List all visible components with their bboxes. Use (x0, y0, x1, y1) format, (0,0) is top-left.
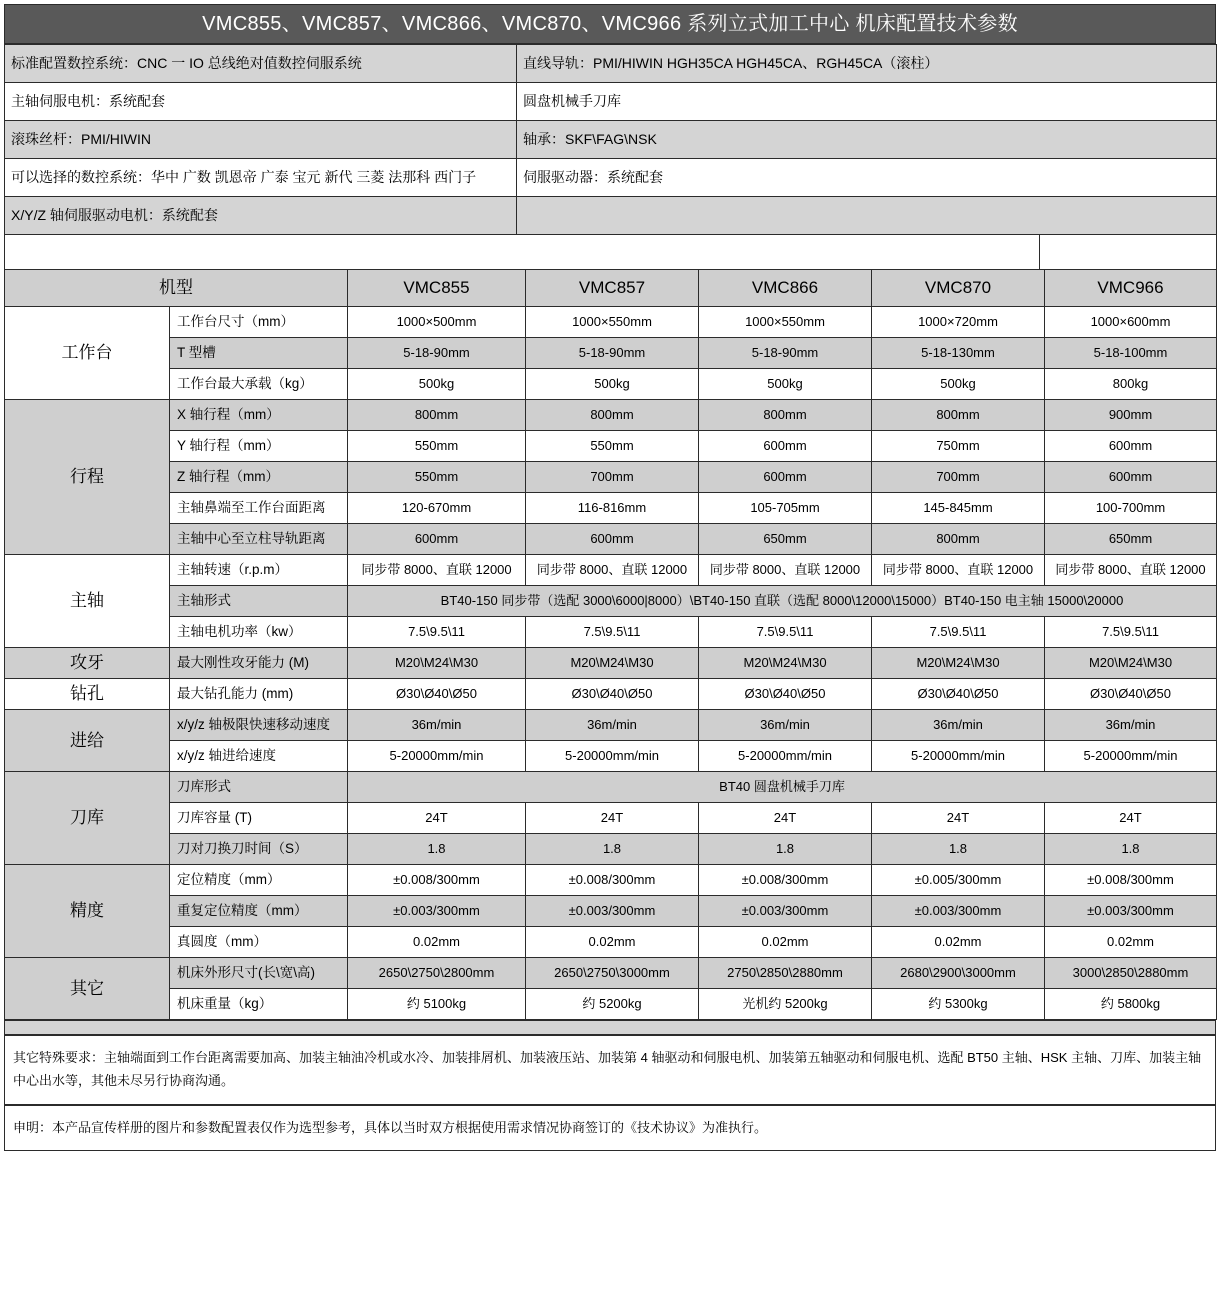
spec-cell-vmc870: 750mm (872, 431, 1045, 462)
spec-row-label: 重复定位精度（mm） (170, 896, 348, 927)
divider-bar (5, 1021, 1216, 1035)
spec-cell-vmc866: ±0.008/300mm (699, 865, 872, 896)
spec-cell-vmc966: 36m/min (1045, 710, 1217, 741)
spec-row (5, 338, 1217, 369)
spec-cell-vmc870: 5-20000mm/min (872, 741, 1045, 772)
spec-cell-vmc966: 1.8 (1045, 834, 1217, 865)
spec-cell-vmc966: 0.02mm (1045, 927, 1217, 958)
spec-row (5, 369, 1217, 400)
spec-row-label: 刀库形式 (170, 772, 348, 803)
spec-group-行程: 行程 (5, 400, 170, 555)
spec-cell-vmc855: 550mm (348, 431, 526, 462)
spec-cell-vmc866: 1.8 (699, 834, 872, 865)
config-linear-guide: 直线导轨：PMI/HIWIN HGH35CA HGH45CA、RGH45CA（滚柱） (517, 45, 1217, 83)
spec-cell-vmc966: 5-18-100mm (1045, 338, 1217, 369)
spec-group-钻孔: 钻孔 (5, 679, 170, 710)
spacer-row (5, 235, 1217, 269)
spec-row-label: 主轴鼻端至工作台面距离 (170, 493, 348, 524)
spec-cell-vmc855: 24T (348, 803, 526, 834)
specification-table (4, 269, 1217, 1020)
spec-cell-vmc866: M20\M24\M30 (699, 648, 872, 679)
spec-header-model-label: 机型 (5, 270, 348, 307)
spec-row (5, 586, 1217, 617)
config-row (5, 197, 1217, 235)
spec-cell-vmc866: 光机约 5200kg (699, 989, 872, 1020)
spec-cell-vmc966: 1000×600mm (1045, 307, 1217, 338)
spec-group-进给: 进给 (5, 710, 170, 772)
spec-cell-vmc966: 约 5800kg (1045, 989, 1217, 1020)
spec-cell-vmc855: 7.5\9.5\11 (348, 617, 526, 648)
spec-cell-vmc870: 2680\2900\3000mm (872, 958, 1045, 989)
config-servo-driver: 伺服驱动器：系统配套 (517, 159, 1217, 197)
spec-row (5, 896, 1217, 927)
special-note-row (5, 1036, 1216, 1105)
spec-cell-vmc857: 700mm (526, 462, 699, 493)
spec-cell-vmc966: ±0.003/300mm (1045, 896, 1217, 927)
spec-row-label: x/y/z 轴极限快速移动速度 (170, 710, 348, 741)
spec-cell-vmc857: ±0.008/300mm (526, 865, 699, 896)
spec-row-label: 工作台最大承载（kg） (170, 369, 348, 400)
config-tool-magazine: 圆盘机械手刀库 (517, 83, 1217, 121)
spec-row (5, 493, 1217, 524)
spec-cell-vmc855: 5-18-90mm (348, 338, 526, 369)
spec-row-label: Z 轴行程（mm） (170, 462, 348, 493)
spec-group-精度: 精度 (5, 865, 170, 958)
spec-row (5, 524, 1217, 555)
spec-row-label: X 轴行程（mm） (170, 400, 348, 431)
spec-header-model-vmc857: VMC857 (526, 270, 699, 307)
spec-row-label: 机床外形尺寸(长\宽\高) (170, 958, 348, 989)
spacer-left (5, 235, 1040, 269)
config-bearing: 轴承：SKF\FAG\NSK (517, 121, 1217, 159)
spec-row-label: T 型槽 (170, 338, 348, 369)
spec-cell-vmc857: 600mm (526, 524, 699, 555)
specification-body (5, 270, 1217, 1020)
spec-row-label: 刀对刀换刀时间（S） (170, 834, 348, 865)
config-xyz-servo-motor: X/Y/Z 轴伺服驱动电机：系统配套 (5, 197, 517, 235)
spec-cell-vmc870: 800mm (872, 524, 1045, 555)
declaration-note: 申明：本产品宣传样册的图片和参数配置表仅作为选型参考，具体以当时双方根据使用需求情况协商签订的《技术协议》为准执行。 (5, 1106, 1216, 1151)
spec-cell-vmc870: 5-18-130mm (872, 338, 1045, 369)
spec-cell-vmc866: Ø30\Ø40\Ø50 (699, 679, 872, 710)
spec-row-label: 最大钻孔能力 (mm) (170, 679, 348, 710)
spec-cell-vmc866: 同步带 8000、直联 12000 (699, 555, 872, 586)
page-title: VMC855、VMC857、VMC866、VMC870、VMC966 系列立式加工中心 机床配置技术参数 (5, 5, 1216, 44)
spec-sheet-page (4, 0, 1216, 1151)
spec-cell-vmc870: 500kg (872, 369, 1045, 400)
spec-cell-vmc966: Ø30\Ø40\Ø50 (1045, 679, 1217, 710)
spec-cell-vmc857: M20\M24\M30 (526, 648, 699, 679)
spec-cell-vmc966: ±0.008/300mm (1045, 865, 1217, 896)
spec-row-label: 最大刚性攻牙能力 (M) (170, 648, 348, 679)
spec-cell-vmc857: 5-18-90mm (526, 338, 699, 369)
spec-cell-vmc855: 120-670mm (348, 493, 526, 524)
spec-cell-vmc857: 500kg (526, 369, 699, 400)
spec-header-model-vmc855: VMC855 (348, 270, 526, 307)
spec-cell-vmc857: 约 5200kg (526, 989, 699, 1020)
spec-cell-vmc857: 5-20000mm/min (526, 741, 699, 772)
spec-cell-vmc966: 同步带 8000、直联 12000 (1045, 555, 1217, 586)
spec-row-label: 主轴电机功率（kw） (170, 617, 348, 648)
spec-cell-vmc866: 5-18-90mm (699, 338, 872, 369)
title-table (4, 4, 1216, 44)
spec-cell-vmc857: ±0.003/300mm (526, 896, 699, 927)
spec-cell-vmc870: 1000×720mm (872, 307, 1045, 338)
spec-row-label: 主轴转速（r.p.m） (170, 555, 348, 586)
spec-cell-vmc855: 800mm (348, 400, 526, 431)
spec-cell-vmc870: 0.02mm (872, 927, 1045, 958)
spec-group-其它: 其它 (5, 958, 170, 1020)
config-row (5, 121, 1217, 159)
standard-configuration-table (4, 44, 1217, 235)
spec-cell-vmc855: M20\M24\M30 (348, 648, 526, 679)
spec-cell-vmc857: 7.5\9.5\11 (526, 617, 699, 648)
config-cnc-system: 标准配置数控系统：CNC 一 IO 总线绝对值数控伺服系统 (5, 45, 517, 83)
spec-row (5, 772, 1217, 803)
spec-cell-vmc870: 700mm (872, 462, 1045, 493)
spec-header-row (5, 270, 1217, 307)
spec-cell-vmc855: ±0.003/300mm (348, 896, 526, 927)
config-optional-cnc-systems: 可以选择的数控系统：华中 广数 凯恩帝 广泰 宝元 新代 三菱 法那科 西门子 (5, 159, 517, 197)
spec-cell-vmc866: 2750\2850\2880mm (699, 958, 872, 989)
spacer-table (4, 235, 1217, 269)
spec-header-model-vmc866: VMC866 (699, 270, 872, 307)
spec-cell-vmc855: 0.02mm (348, 927, 526, 958)
footer-table (4, 1020, 1216, 1035)
spec-cell-vmc870: 36m/min (872, 710, 1045, 741)
spec-cell-vmc966: 650mm (1045, 524, 1217, 555)
special-note-table (4, 1035, 1216, 1105)
config-row (5, 83, 1217, 121)
spec-cell-vmc857: 0.02mm (526, 927, 699, 958)
spec-cell-vmc966: 100-700mm (1045, 493, 1217, 524)
spec-cell-vmc870: 145-845mm (872, 493, 1045, 524)
spec-cell-vmc855: 1.8 (348, 834, 526, 865)
spec-row (5, 710, 1217, 741)
spec-cell-vmc866: 105-705mm (699, 493, 872, 524)
spec-cell-vmc857: 36m/min (526, 710, 699, 741)
spec-cell-vmc966: 900mm (1045, 400, 1217, 431)
spec-row (5, 307, 1217, 338)
spec-header-model-vmc870: VMC870 (872, 270, 1045, 307)
spec-cell-vmc966: M20\M24\M30 (1045, 648, 1217, 679)
spec-row (5, 679, 1217, 710)
spec-cell-vmc855: Ø30\Ø40\Ø50 (348, 679, 526, 710)
declaration-table (4, 1105, 1216, 1151)
spec-cell-vmc966: 5-20000mm/min (1045, 741, 1217, 772)
spec-group-攻牙: 攻牙 (5, 648, 170, 679)
spec-cell-vmc870: ±0.005/300mm (872, 865, 1045, 896)
spec-row (5, 958, 1217, 989)
special-requirements-note: 其它特殊要求：主轴端面到工作台距离需要加高、加装主轴油冷机或水冷、加装排屑机、加装液压站、加装第 4 轴驱动和伺服电机、加装第五轴驱动和伺服电机、选配 BT50 主轴、HSK 主轴、刀库、加装主轴中心出水等，其他未尽另行协商沟通。 (5, 1036, 1216, 1105)
spec-cell-vmc870: 24T (872, 803, 1045, 834)
spec-cell-vmc966: 7.5\9.5\11 (1045, 617, 1217, 648)
spec-group-工作台: 工作台 (5, 307, 170, 400)
spec-header-model-vmc966: VMC966 (1045, 270, 1217, 307)
spec-cell-vmc866: 800mm (699, 400, 872, 431)
spec-cell-vmc855: 2650\2750\2800mm (348, 958, 526, 989)
config-row (5, 45, 1217, 83)
spec-cell-vmc855: 500kg (348, 369, 526, 400)
spec-row-label: 主轴中心至立柱导轨距离 (170, 524, 348, 555)
spec-cell-vmc866: 24T (699, 803, 872, 834)
spec-cell-vmc870: M20\M24\M30 (872, 648, 1045, 679)
spec-cell-vmc866: 7.5\9.5\11 (699, 617, 872, 648)
spec-cell-vmc866: 1000×550mm (699, 307, 872, 338)
spec-row-merged-value: BT40-150 同步带（选配 3000\6000|8000）\BT40-150 直联（选配 8000\12000\15000）BT40-150 电主轴 15000\20000 (348, 586, 1217, 617)
spec-cell-vmc866: 0.02mm (699, 927, 872, 958)
spec-row-label: 主轴形式 (170, 586, 348, 617)
config-empty (517, 197, 1217, 235)
spec-cell-vmc855: 1000×500mm (348, 307, 526, 338)
spec-row (5, 834, 1217, 865)
spec-cell-vmc855: 约 5100kg (348, 989, 526, 1020)
spec-row (5, 431, 1217, 462)
spec-cell-vmc855: 600mm (348, 524, 526, 555)
spec-row-label: 工作台尺寸（mm） (170, 307, 348, 338)
spec-cell-vmc866: 36m/min (699, 710, 872, 741)
spec-cell-vmc966: 600mm (1045, 431, 1217, 462)
spec-row-label: 机床重量（kg） (170, 989, 348, 1020)
spec-row (5, 555, 1217, 586)
spec-cell-vmc855: 同步带 8000、直联 12000 (348, 555, 526, 586)
spec-cell-vmc966: 600mm (1045, 462, 1217, 493)
spec-cell-vmc857: 同步带 8000、直联 12000 (526, 555, 699, 586)
spec-row-label: Y 轴行程（mm） (170, 431, 348, 462)
spec-cell-vmc870: 7.5\9.5\11 (872, 617, 1045, 648)
spec-cell-vmc857: 24T (526, 803, 699, 834)
spec-row (5, 927, 1217, 958)
spec-cell-vmc870: 800mm (872, 400, 1045, 431)
spec-cell-vmc857: 2650\2750\3000mm (526, 958, 699, 989)
spec-group-主轴: 主轴 (5, 555, 170, 648)
spec-cell-vmc966: 24T (1045, 803, 1217, 834)
spec-cell-vmc870: 1.8 (872, 834, 1045, 865)
footer-divider (5, 1021, 1216, 1035)
spec-cell-vmc857: 800mm (526, 400, 699, 431)
spec-cell-vmc855: 36m/min (348, 710, 526, 741)
spec-row (5, 989, 1217, 1020)
spec-cell-vmc866: 600mm (699, 431, 872, 462)
spec-cell-vmc866: 600mm (699, 462, 872, 493)
spec-cell-vmc866: 650mm (699, 524, 872, 555)
spec-cell-vmc966: 800kg (1045, 369, 1217, 400)
declaration-row (5, 1106, 1216, 1151)
config-spindle-servo-motor: 主轴伺服电机：系统配套 (5, 83, 517, 121)
spec-cell-vmc857: 116-816mm (526, 493, 699, 524)
spec-cell-vmc966: 3000\2850\2880mm (1045, 958, 1217, 989)
spec-cell-vmc857: 550mm (526, 431, 699, 462)
spec-cell-vmc855: 550mm (348, 462, 526, 493)
spec-cell-vmc857: 1.8 (526, 834, 699, 865)
config-row (5, 159, 1217, 197)
spec-cell-vmc857: Ø30\Ø40\Ø50 (526, 679, 699, 710)
spec-row-label: 真圆度（mm） (170, 927, 348, 958)
spec-cell-vmc866: ±0.003/300mm (699, 896, 872, 927)
spec-row (5, 741, 1217, 772)
spec-cell-vmc866: 500kg (699, 369, 872, 400)
spec-cell-vmc866: 5-20000mm/min (699, 741, 872, 772)
spec-cell-vmc870: 约 5300kg (872, 989, 1045, 1020)
spec-row-merged-value: BT40 圆盘机械手刀库 (348, 772, 1217, 803)
spec-row (5, 400, 1217, 431)
spec-cell-vmc870: Ø30\Ø40\Ø50 (872, 679, 1045, 710)
config-body (5, 45, 1217, 235)
spec-cell-vmc870: ±0.003/300mm (872, 896, 1045, 927)
spec-row-label: 定位精度（mm） (170, 865, 348, 896)
spec-cell-vmc855: ±0.008/300mm (348, 865, 526, 896)
title-row (5, 5, 1216, 44)
spec-cell-vmc857: 1000×550mm (526, 307, 699, 338)
spec-row-label: x/y/z 轴进给速度 (170, 741, 348, 772)
config-ball-screw: 滚珠丝杆：PMI/HIWIN (5, 121, 517, 159)
spec-cell-vmc870: 同步带 8000、直联 12000 (872, 555, 1045, 586)
spec-row (5, 648, 1217, 679)
spec-row (5, 617, 1217, 648)
spec-row (5, 865, 1217, 896)
spec-group-刀库: 刀库 (5, 772, 170, 865)
spec-cell-vmc855: 5-20000mm/min (348, 741, 526, 772)
spec-row-label: 刀库容量 (T) (170, 803, 348, 834)
spacer-right (1040, 235, 1217, 269)
spec-row (5, 462, 1217, 493)
spec-row (5, 803, 1217, 834)
